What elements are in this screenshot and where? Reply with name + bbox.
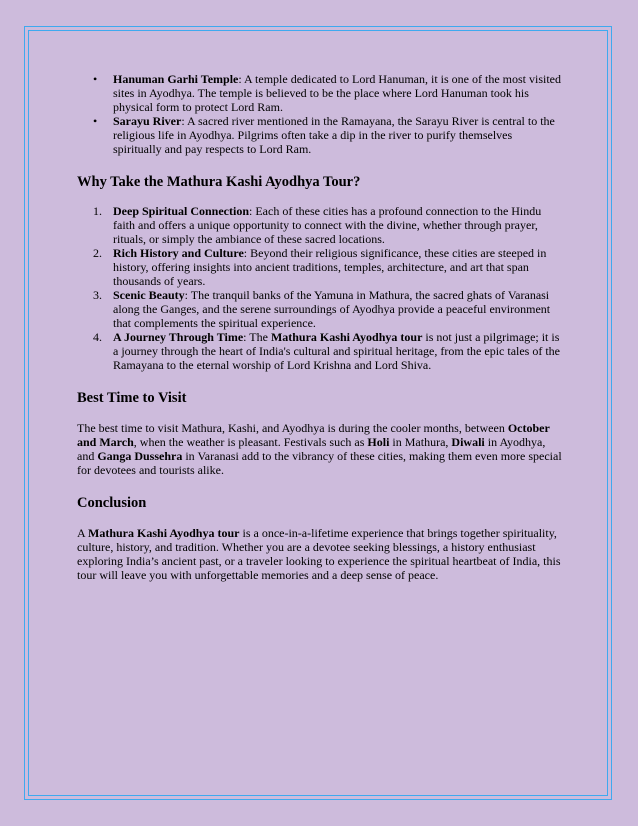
paragraph-text: is a once-in-a-lifetime experience that brings together spirituality, culture, history, and tradition. Whether you are a devotee seeking blessings, a history enthusiast exploring India’s ancient past, or a traveler looking to experience the spiritual heartbeat of India, this tour will leave you with unforgettable memories and a deep sense of peace. xyxy=(77,526,561,582)
list-item-title: Scenic Beauty xyxy=(113,288,185,302)
paragraph-emphasis: Mathura Kashi Ayodhya tour xyxy=(88,526,240,540)
paragraph-text: A xyxy=(77,526,89,540)
list-number: 1. xyxy=(93,204,102,218)
list-item xyxy=(93,246,563,288)
list-item-text: is not just a pilgrimage; it is a journey through the heart of India's cultural and spiritual heritage, from the epic tales of the Ramayana to the eternal worship of Lord Krishna and Lord Shiva. xyxy=(113,330,561,372)
list-number: 3. xyxy=(93,288,102,302)
section-heading-best-time: Best Time to Visit xyxy=(77,390,187,406)
section-heading-conclusion: Conclusion xyxy=(77,495,147,511)
bullet-icon: • xyxy=(93,72,98,86)
bullet-icon: • xyxy=(93,114,98,128)
list-item-title: A Journey Through Time xyxy=(113,330,244,344)
list-item-text: : Beyond their religious significance, these cities are steeped in history, offering insights into ancient traditions, temples, architecture, and art that span thousands of years. xyxy=(113,246,547,288)
list-item-text: : Each of these cities has a profound connection to the Hindu faith and offers a unique opportunity to connect with the divine, whether through prayer, rituals, or simply the ambiance of these sacred locations. xyxy=(113,204,542,246)
list-item xyxy=(93,114,563,156)
paragraph-emphasis: Ganga Dussehra xyxy=(97,449,183,463)
list-item xyxy=(93,330,563,372)
list-item-text: : The tranquil banks of the Yamuna in Mathura, the sacred ghats of Varanasi along the Ganges, and the serene surroundings of Ayodhya provide a peaceful environment that complements the spiritual experience. xyxy=(113,288,551,330)
list-number: 2. xyxy=(93,246,102,260)
paragraph-emphasis: October and March xyxy=(77,421,550,449)
list-item-emphasis: Mathura Kashi Ayodhya tour xyxy=(270,330,423,344)
list-number: 4. xyxy=(93,330,102,344)
paragraph-text: , when the weather is pleasant. Festivals such as xyxy=(133,435,368,449)
list-item-title: Hanuman Garhi Temple xyxy=(113,72,239,86)
list-item xyxy=(93,288,563,330)
list-item-title: Rich History and Culture xyxy=(113,246,244,260)
list-item-title: Sarayu River xyxy=(113,114,182,128)
paragraph-emphasis: Holi xyxy=(367,435,390,449)
document-body xyxy=(77,72,563,582)
best-time-paragraph xyxy=(77,421,563,477)
conclusion-paragraph xyxy=(77,526,563,582)
section-heading-why: Why Take the Mathura Kashi Ayodhya Tour? xyxy=(77,174,361,190)
list-item-text: : A temple dedicated to Lord Hanuman, it is one of the most visited sites in Ayodhya. The temple is believed to be the place where Lord Hanuman took his physical form to protect Lord Ram. xyxy=(113,72,561,114)
paragraph-text: in Mathura, xyxy=(389,435,452,449)
list-item-title: Deep Spiritual Connection xyxy=(113,204,250,218)
paragraph-text: in Varanasi add to the vibrancy of these cities, making them even more special for devotees and tourists alike. xyxy=(77,449,562,477)
reasons-list xyxy=(77,204,563,372)
paragraph-emphasis: Diwali xyxy=(451,435,485,449)
ayodhya-sites-list xyxy=(77,72,563,156)
paragraph-text: in Ayodhya, and xyxy=(77,435,546,463)
list-item-text: : The xyxy=(243,330,271,344)
list-item-text: : A sacred river mentioned in the Ramayana, the Sarayu River is central to the religious life in Ayodhya. Pilgrims often take a dip in the river to purify themselves spiritually and pay respects to Lord Ram. xyxy=(113,114,555,156)
list-item xyxy=(93,204,563,246)
paragraph-text: The best time to visit Mathura, Kashi, and Ayodhya is during the cooler months, between xyxy=(77,421,508,435)
list-item xyxy=(93,72,563,114)
